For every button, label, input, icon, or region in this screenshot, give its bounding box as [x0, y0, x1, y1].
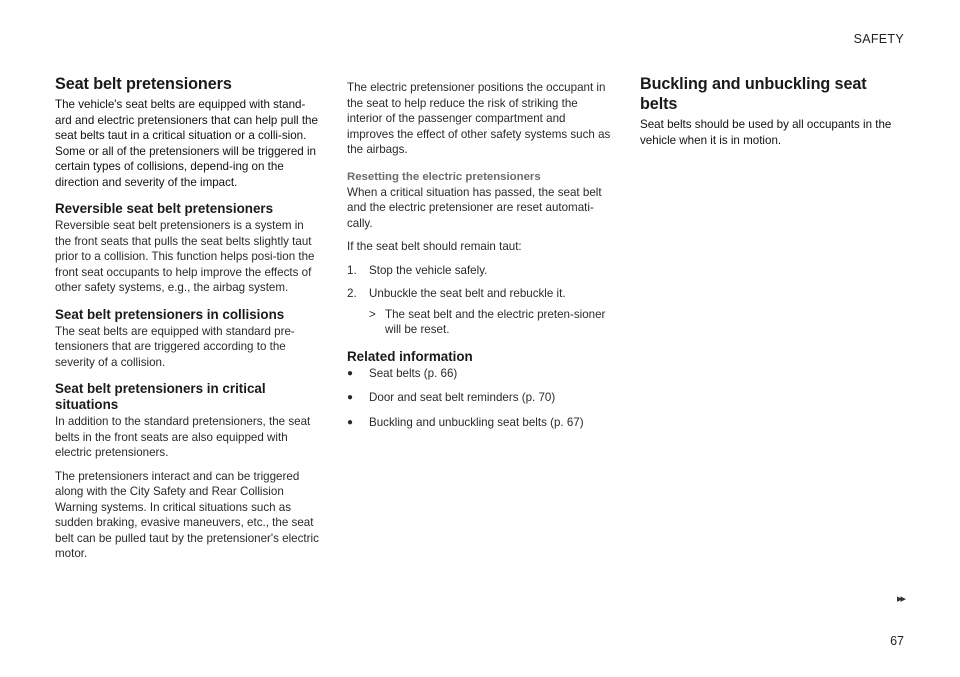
bullet-icon: ● — [347, 392, 354, 403]
buckling-paragraph: Seat belts should be used by all occupants in the vehicle when it is in motion. — [640, 118, 892, 147]
step-item — [347, 286, 615, 302]
step-text: Stop the vehicle safely. — [369, 263, 488, 277]
next-page-icon[interactable]: ▸▸ — [896, 593, 904, 605]
column-left — [55, 74, 321, 570]
bullet-icon: ● — [347, 367, 354, 379]
continued-paragraph: The electric pretensioner positions the occupant in the seat to help reduce the risk of striking the interior of the passenger compartment and improves the effect of other safety systems such as the airbags. — [347, 81, 611, 156]
result-arrow-icon: > — [369, 307, 376, 321]
related-list — [347, 366, 615, 431]
related-link-seat-belts[interactable] — [347, 366, 615, 382]
heading-related-information: Related information — [347, 348, 473, 364]
intro-paragraph: The vehicle's seat belts are equipped with stand-ard and electric pretensioners that can help pull the seat belts taut in a critical situation or a colli-sion. Some or all of the pretensioners will be triggered in certain types of collisions, depend-ing on the direction and severity of the impact. — [55, 98, 318, 189]
bullet-icon: ● — [347, 416, 354, 428]
heading-pretensioners-critical: Seat belt pretensioners in critical situations — [55, 381, 266, 412]
related-link-text: Door and seat belt reminders (p. 70) — [369, 391, 556, 404]
step-item — [347, 263, 615, 279]
result-text: The seat belt and the electric preten-sioner will be reset. — [385, 307, 606, 336]
title-seat-belt-pretensioners: Seat belt pretensioners — [55, 75, 232, 93]
critical-paragraph-2: The pretensioners interact and can be triggered along with the City Safety and Rear Collision Warning systems. In critical situations such as sudden braking, evasive maneuvers, etc., the seat belt can be pulled taut by the pretensioner's electric motor. — [55, 469, 319, 560]
step-number: 1. — [347, 263, 357, 277]
step-number: 2. — [347, 287, 357, 300]
heading-reversible-pretensioners: Reversible seat belt pretensioners — [55, 201, 274, 216]
critical-paragraph-1: In addition to the standard pretensioners, the seat belts in the front seats are also equipped with electric pretensioners. — [55, 415, 311, 459]
related-link-reminders[interactable] — [347, 390, 615, 406]
step-text: Unbuckle the seat belt and rebuckle it. — [369, 287, 566, 300]
reset-paragraph: When a critical situation has passed, the seat belt and the electric pretensioner are reset automati-cally. — [347, 185, 602, 230]
heading-resetting-pretensioners: Resetting the electric pretensioners — [347, 170, 541, 183]
page-number: 67 — [890, 634, 904, 648]
heading-pretensioners-collisions: Seat belt pretensioners in collisions — [55, 306, 285, 322]
section-header: SAFETY — [853, 32, 904, 46]
column-right — [640, 74, 908, 156]
collisions-paragraph: The seat belts are equipped with standard pre-tensioners that are triggered according to the severity of a collision. — [55, 324, 295, 369]
reversible-paragraph: Reversible seat belt pretensioners is a system in the front seats that pulls the seat belts slightly taut prior to a collision. This function helps posi-tion the front seat occupants to help improve the effects of other safety systems, e.g., the airbag system. — [55, 219, 315, 294]
steps-list — [347, 263, 615, 302]
related-link-text: Seat belts (p. 66) — [369, 366, 458, 380]
taut-paragraph: If the seat belt should remain taut: — [347, 240, 522, 253]
step-result — [369, 307, 615, 338]
title-buckling-unbuckling: Buckling and unbuckling seat belts — [640, 75, 867, 113]
column-middle — [347, 80, 615, 439]
related-link-text: Buckling and unbuckling seat belts (p. 67) — [369, 415, 584, 429]
related-link-buckling[interactable] — [347, 415, 615, 431]
